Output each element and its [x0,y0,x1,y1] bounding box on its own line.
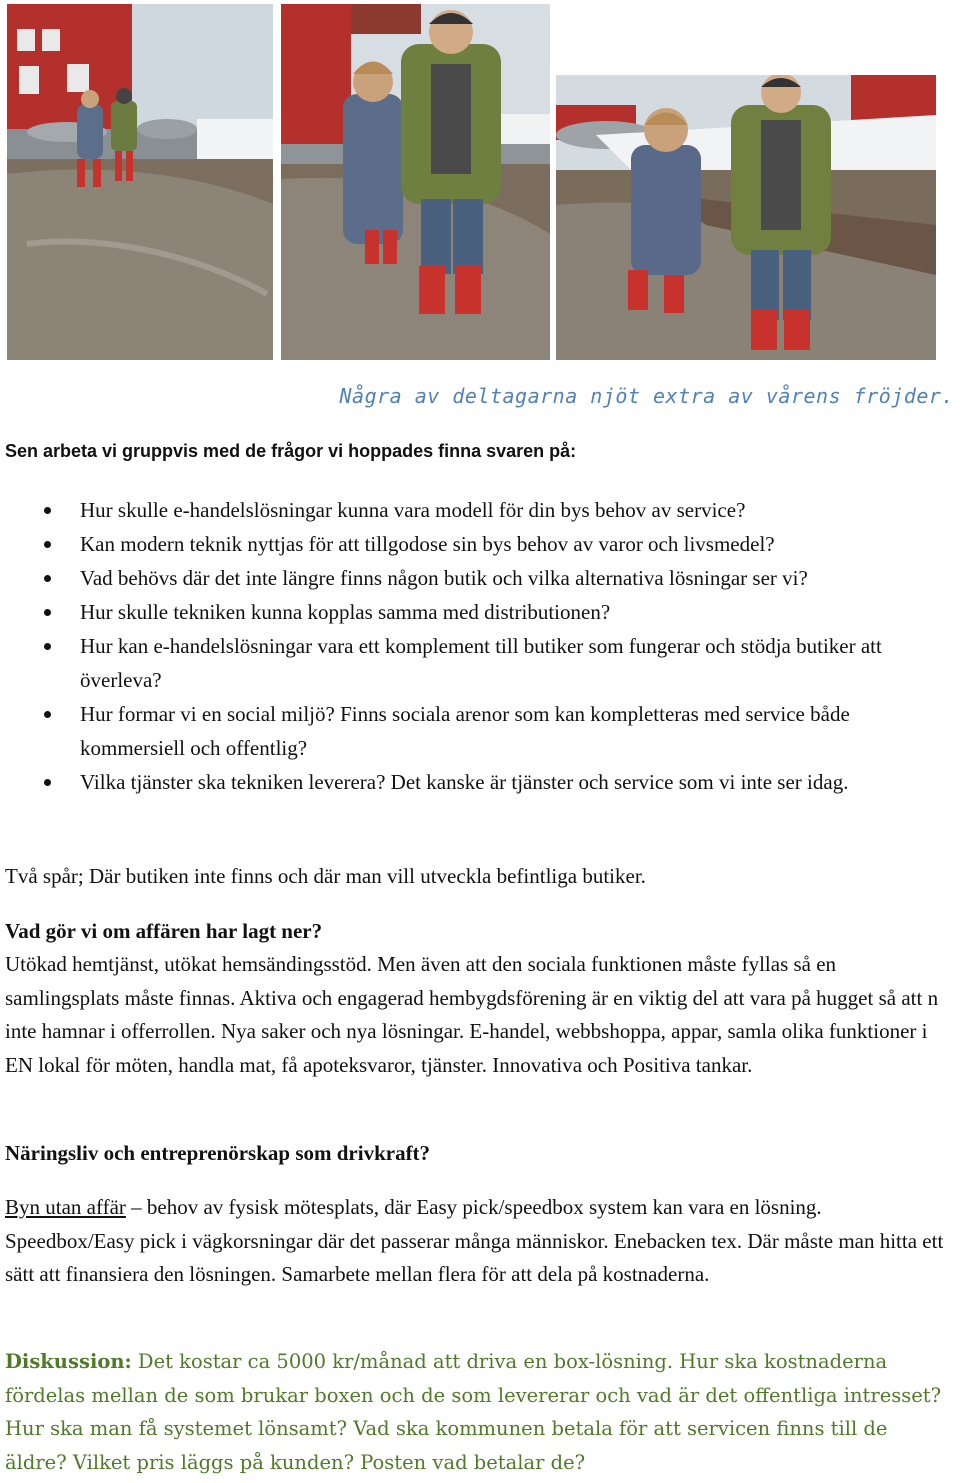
question-text: Hur formar vi en social miljö? Finns sociala arenor som kan kompletteras med service både kommersiell och offentlig? [80,702,850,760]
bullet-icon [44,779,51,786]
heading-store-closed: Vad gör vi om affären har lagt ner? [5,919,323,943]
question-text: Hur skulle e-handelslösningar kunna vara modell för din bys behov av service? [80,498,746,522]
question-item [0,697,960,765]
business-paragraph-text: – behov av fysisk mötesplats, där Easy pick/speedbox system kan vara en lösning. Speedbox/Easy pick i vägkorsningar där det passerar många människor. Enebacken tex. Där måste man hitta ett sätt att finansiera den lösningen. Samarbete mellan flera för att dela på kostnaderna. [5,1195,944,1286]
question-text: Vilka tjänster ska tekniken leverera? Det kanske är tjänster och service som vi inte ser idag. [80,770,849,794]
bullet-icon [44,575,51,582]
question-item [0,629,960,697]
photo-children-puddle-middle [281,4,550,360]
bullet-icon [44,609,51,616]
photo-caption: Några av deltagarna njöt extra av vårens fröjder. [339,384,954,408]
photo-children-puddle-left [7,4,273,360]
question-item [0,561,960,595]
bullet-icon [44,711,51,718]
bullet-icon [44,643,51,650]
bullet-icon [44,507,51,514]
question-item [0,527,960,561]
photo-children-puddle-right [556,75,936,360]
village-without-store-label: Byn utan affär [5,1195,126,1219]
bullet-icon [44,541,51,548]
question-item [0,765,960,799]
discussion-label: Diskussion: [5,1350,132,1373]
discussion-paragraph [5,1345,955,1479]
business-paragraph [5,1191,955,1292]
question-item [0,595,960,629]
question-text: Kan modern teknik nyttjas för att tillgodose sin bys behov av varor och livsmedel? [80,532,775,556]
store-closed-paragraph: Utökad hemtjänst, utökat hemsändingsstöd. Men även att den sociala funktionen måste fyllas så en samlingsplats måste finnas. Aktiva och engagerad hembygdsförening är en viktig del att vara på hugget så att n inte hamnar i offerrollen. Nya saker och nya lösningar. E-handel, webbshoppa, appar, samla olika funktioner i EN lokal för möten, handla mat, få apoteksvaror, tjänster. Innovativa och Positiva tankar. [5,952,939,1077]
heading-business: Näringsliv och entreprenörskap som drivkraft? [5,1141,431,1165]
question-text: Hur skulle tekniken kunna kopplas samma med distributionen? [80,600,611,624]
question-text: Hur kan e-handelslösningar vara ett komplement till butiker som fungerar och stödja butiker att överleva? [80,634,882,692]
question-text: Vad behövs där det inte längre finns någon butik och vilka alternativa lösningar ser vi? [80,566,808,590]
intro-heading: Sen arbeta vi gruppvis med de frågor vi hoppades finna svaren på: [5,441,577,461]
discussion-text: Det kostar ca 5000 kr/månad att driva en box-lösning. Hur ska kostnaderna fördelas mellan de som brukar boxen och de som levererar och vad är det offentliga intresset? Hur ska man få systemet lönsamt? Vad ska kommunen betala för att servicen finns till de äldre? Vilket pris läggs på kunden? Posten vad betalar de? [5,1350,942,1474]
question-list [0,493,960,799]
two-tracks-text: Två spår; Där butiken inte finns och där man vill utveckla befintliga butiker. [5,864,646,888]
question-item [0,493,960,527]
